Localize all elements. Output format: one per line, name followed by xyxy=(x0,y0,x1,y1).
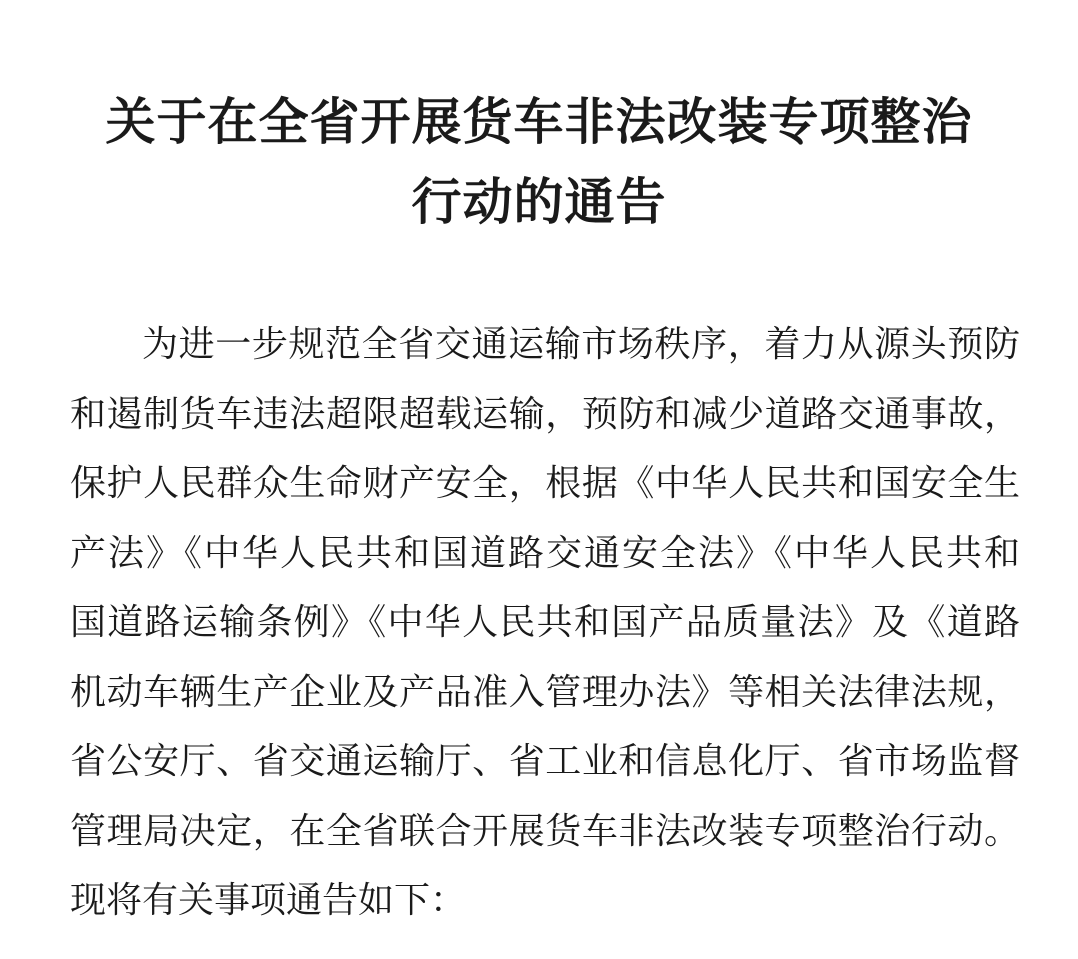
paragraph-line-1: 为进一步规范全省交通运输市场秩序，着力从源头预防 xyxy=(142,324,1020,365)
paragraph-line-4: 产法》《中华人民共和国道路交通安全法》《中华人民共和 xyxy=(70,533,1020,574)
paragraph-line-9: 现将有关事项通告如下： xyxy=(70,880,467,921)
document-title-line-1: 关于在全省开展货车非法改装专项整治 xyxy=(105,93,973,151)
paragraph-line-3: 保护人民群众生命财产安全，根据《中华人民共和国安全生 xyxy=(70,463,1020,504)
document-title-line-2: 行动的通告 xyxy=(411,173,667,231)
paragraph-line-8: 管理局决定，在全省联合开展货车非法改装专项整治行动。 xyxy=(70,811,1020,852)
paragraph-line-5: 国道路运输条例》《中华人民共和国产品质量法》及《道路 xyxy=(70,602,1020,643)
paragraph-line-2: 和遏制货车违法超限超载运输，预防和减少道路交通事故， xyxy=(70,394,1020,435)
paragraph-line-6: 机动车辆生产企业及产品准入管理办法》等相关法律法规， xyxy=(70,672,1020,713)
paragraph-line-7: 省公安厅、省交通运输厅、省工业和信息化厅、省市场监督 xyxy=(70,741,1020,782)
